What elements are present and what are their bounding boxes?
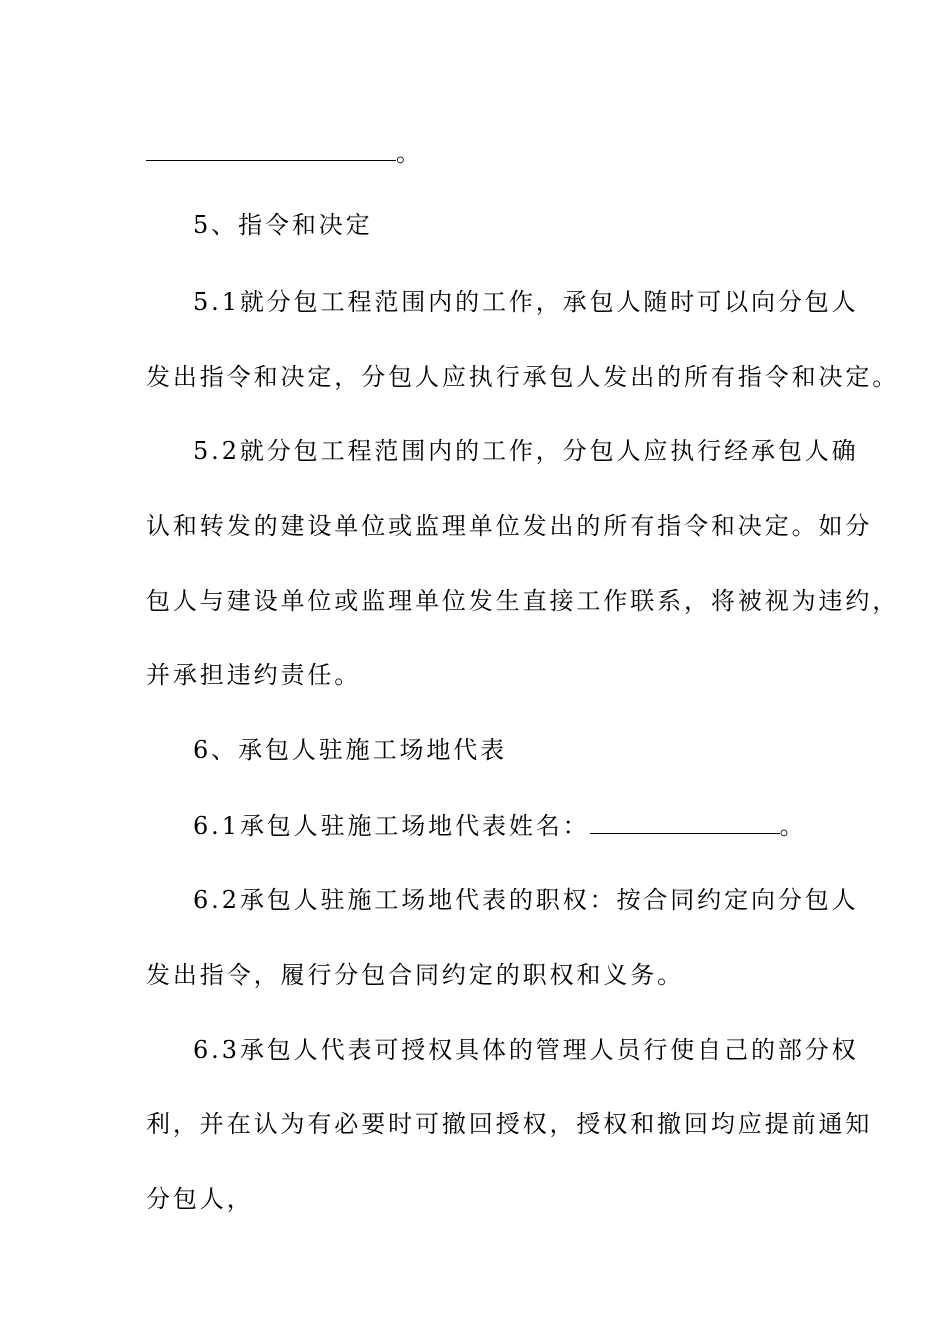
paragraph-5-1-line-1: 5.1就分包工程范围内的工作，承包人随时可以向分包人 [193, 288, 859, 316]
paragraph-5-2-line-4: 并承担违约责任。 [146, 661, 362, 689]
paragraph-6-2-line-1: 6.2承包人驻施工场地代表的职权：按合同约定向分包人 [193, 886, 859, 914]
line-end-mark: 。 [396, 139, 423, 167]
paragraph-5-2-line-2: 认和转发的建设单位或监理单位发出的所有指令和决定。如分 [146, 512, 873, 540]
paragraph-6-1-text: 6.1承包人驻施工场地代表姓名： [193, 812, 590, 840]
name-blank-underline [590, 805, 780, 834]
section-heading-6: 6、承包人驻施工场地代表 [193, 736, 508, 764]
paragraph-5-2-line-1: 5.2就分包工程范围内的工作，分包人应执行经承包人确 [193, 437, 859, 465]
section-heading-5: 5、指令和决定 [193, 211, 373, 239]
line-end-mark: 。 [779, 812, 807, 840]
paragraph-6-2-line-2: 发出指令，履行分包合同约定的职权和义务。 [146, 961, 684, 989]
blank-underline [146, 132, 396, 161]
paragraph-6-3-line-3: 分包人， [146, 1185, 254, 1213]
paragraph-6-3-line-1: 6.3承包人代表可授权具体的管理人员行使自己的部分权 [193, 1036, 859, 1064]
paragraph-6-1 [193, 805, 873, 845]
paragraph-5-1-line-2: 发出指令和决定，分包人应执行承包人发出的所有指令和决定。 [146, 363, 900, 391]
paragraph-6-3-line-2: 利，并在认为有必要时可撤回授权，授权和撤回均应提前通知 [146, 1110, 873, 1138]
fill-in-line-top [146, 132, 826, 172]
paragraph-5-2-line-3: 包人与建设单位或监理单位发生直接工作联系，将被视为违约， [146, 587, 900, 615]
